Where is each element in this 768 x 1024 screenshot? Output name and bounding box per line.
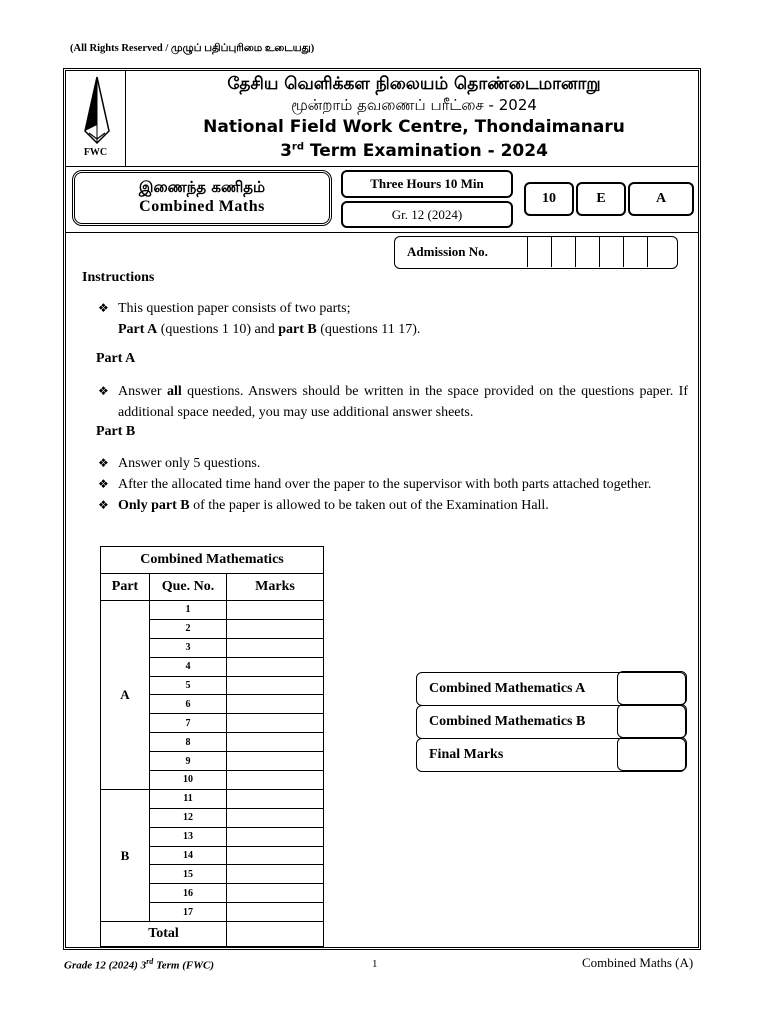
question-number: 12 xyxy=(150,808,227,827)
marks-cell[interactable] xyxy=(227,695,324,714)
col-question-header: Que. No. xyxy=(150,574,227,601)
part-a-label: A xyxy=(101,601,150,790)
admission-digit-cell[interactable] xyxy=(599,237,623,267)
footer-subject: Combined Maths (A) xyxy=(582,955,694,970)
admission-number-field[interactable] xyxy=(394,236,678,269)
question-number: 3 xyxy=(150,638,227,657)
grade-box: Gr. 12 (2024) xyxy=(341,201,513,228)
intro-instruction: ❖ This question paper consists of two parts; Part A (questions 1 10) and part B (questions 11 17). xyxy=(96,298,688,340)
summary-label: Final Marks xyxy=(429,747,504,762)
marks-cell[interactable] xyxy=(227,903,324,922)
pen-nib-logo-icon xyxy=(67,73,125,147)
part-b-heading: Part B xyxy=(96,424,136,439)
marks-cell[interactable] xyxy=(227,733,324,752)
summary-label: Combined Mathematics A xyxy=(429,681,586,696)
subject-divider xyxy=(66,232,698,233)
question-number: 2 xyxy=(150,619,227,638)
question-number: 15 xyxy=(150,865,227,884)
admission-digit-cell[interactable] xyxy=(623,237,647,267)
summary-marks-cell[interactable] xyxy=(617,704,687,738)
summary-row-final xyxy=(416,738,686,772)
bullet-icon: ❖ xyxy=(98,456,109,470)
code-box-2: E xyxy=(576,182,626,216)
total-label: Total xyxy=(101,922,227,947)
question-number: 10 xyxy=(150,771,227,790)
summary-row-a xyxy=(416,672,686,706)
page-number: 1 xyxy=(372,958,378,970)
marks-cell[interactable] xyxy=(227,638,324,657)
total-marks-cell[interactable] xyxy=(227,922,324,947)
marks-cell[interactable] xyxy=(227,827,324,846)
question-number: 5 xyxy=(150,676,227,695)
logo-text: FWC xyxy=(83,147,108,158)
summary-marks-cell[interactable] xyxy=(617,671,687,705)
code-box-3: A xyxy=(628,182,694,216)
marks-cell[interactable] xyxy=(227,657,324,676)
question-number: 9 xyxy=(150,752,227,771)
institution-name-tamil: தேசிய வெளிக்கள நிலையம் தொண்டைமானாறு xyxy=(227,74,601,94)
admission-label: Admission No. xyxy=(407,244,488,259)
summary-marks-cell[interactable] xyxy=(617,737,687,771)
part-b-label: B xyxy=(101,789,150,921)
duration-box: Three Hours 10 Min xyxy=(341,170,513,198)
question-number: 17 xyxy=(150,903,227,922)
marks-cell[interactable] xyxy=(227,771,324,790)
admission-digit-cell[interactable] xyxy=(551,237,575,267)
admission-digit-cell[interactable] xyxy=(575,237,599,267)
marks-cell[interactable] xyxy=(227,619,324,638)
marks-cell[interactable] xyxy=(227,676,324,695)
subject-english: Combined Maths xyxy=(139,198,265,215)
bullet-icon: ❖ xyxy=(98,498,109,512)
admission-digit-cell[interactable] xyxy=(527,237,551,267)
marks-table xyxy=(100,546,324,947)
exam-name-english: 3rd Term Examination - 2024 xyxy=(280,141,548,161)
marks-cell[interactable] xyxy=(227,884,324,903)
question-number: 4 xyxy=(150,657,227,676)
col-marks-header: Marks xyxy=(227,574,324,601)
question-number: 13 xyxy=(150,827,227,846)
part-a-heading: Part A xyxy=(96,351,136,366)
marks-cell[interactable] xyxy=(227,808,324,827)
marks-cell[interactable] xyxy=(227,714,324,733)
question-number: 11 xyxy=(150,789,227,808)
subject-box xyxy=(72,170,332,226)
subject-tamil: இணைந்த கணிதம் xyxy=(138,178,266,196)
marks-table-title: Combined Mathematics xyxy=(101,547,324,574)
marks-cell[interactable] xyxy=(227,846,324,865)
rights-notice: (All Rights Reserved / முழுப் பதிப்புரிமை உடையது) xyxy=(70,43,315,54)
marks-cell[interactable] xyxy=(227,865,324,884)
institution-name-english: National Field Work Centre, Thondaimanaru xyxy=(203,117,625,137)
question-number: 6 xyxy=(150,695,227,714)
instructions-heading: Instructions xyxy=(82,270,155,285)
exam-name-tamil: மூன்றாம் தவணைப் பரீட்சை - 2024 xyxy=(291,96,537,114)
question-number: 14 xyxy=(150,846,227,865)
marks-cell[interactable] xyxy=(227,752,324,771)
question-number: 8 xyxy=(150,733,227,752)
footer-grade: Grade 12 (2024) 3rd Term (FWC) xyxy=(64,957,215,972)
question-number: 7 xyxy=(150,714,227,733)
part-a-instruction: ❖ Answer all questions. Answers should be written in the space provided on the questions paper. If additional space needed, you may use additional answer sheets. xyxy=(96,381,688,423)
summary-label: Combined Mathematics B xyxy=(429,714,586,729)
marks-cell[interactable] xyxy=(227,789,324,808)
bullet-icon: ❖ xyxy=(98,384,109,398)
code-box-1: 10 xyxy=(524,182,574,216)
col-part-header: Part xyxy=(101,574,150,601)
bullet-icon: ❖ xyxy=(98,477,109,491)
part-b-instructions: ❖ Answer only 5 questions. ❖ After the allocated time hand over the paper to the supervisor with both parts attached together. ❖ Only part B of the paper is allowed to be taken out of the Examination Hall. xyxy=(96,453,688,516)
question-number: 16 xyxy=(150,884,227,903)
marks-cell[interactable] xyxy=(227,601,324,620)
question-number: 1 xyxy=(150,601,227,620)
bullet-icon: ❖ xyxy=(98,301,109,315)
summary-row-b xyxy=(416,705,686,739)
logo xyxy=(66,71,126,166)
admission-digit-cell[interactable] xyxy=(647,237,671,267)
header-divider xyxy=(66,166,698,167)
